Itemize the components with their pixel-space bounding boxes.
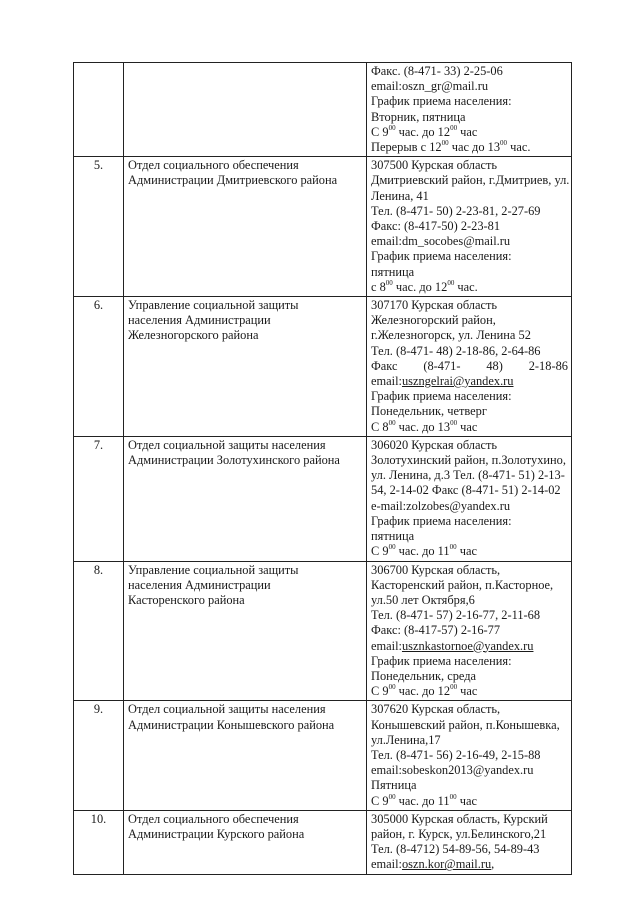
office-name-cell bbox=[124, 63, 367, 157]
contact-text: С 9 bbox=[371, 544, 389, 559]
office-row bbox=[74, 436, 572, 561]
contact-text: пятница bbox=[371, 264, 415, 279]
contact-text: Тел. (8-4712) 54-89-56, 54-89-43 bbox=[371, 842, 540, 857]
office-name-line: Отдел социального обеспечения bbox=[128, 158, 299, 173]
contact-text: Факс: (8-417-57) 2-16-77 bbox=[371, 623, 501, 638]
contact-line bbox=[371, 438, 568, 453]
contact-text: с 8 bbox=[371, 279, 386, 294]
contact-text: час. до 13 bbox=[395, 419, 451, 434]
office-name-line: населения Администрации bbox=[128, 577, 271, 592]
office-contact-cell bbox=[367, 63, 572, 157]
office-name-cell bbox=[124, 436, 367, 561]
contact-line bbox=[371, 499, 568, 514]
contact-text: район, г. Курск, ул.Белинского,21 bbox=[371, 826, 547, 841]
contact-line bbox=[371, 280, 568, 295]
contact-line bbox=[371, 189, 568, 204]
time-superscript: 00 bbox=[441, 139, 449, 148]
contact-line bbox=[371, 654, 568, 669]
contact-text: час. до 11 bbox=[395, 793, 450, 808]
contact-text: час. до 12 bbox=[395, 684, 451, 699]
email-link[interactable]: usznkastornoe@yandex.ru bbox=[401, 638, 534, 653]
contact-text: Пятница bbox=[371, 778, 417, 793]
contact-line bbox=[371, 453, 568, 468]
row-number: 7. bbox=[74, 436, 124, 561]
office-row bbox=[74, 297, 572, 437]
contact-text: ул.Ленина,17 bbox=[371, 732, 441, 747]
contact-text: Железногорский район, bbox=[371, 313, 496, 328]
contact-line bbox=[371, 79, 568, 94]
contact-line bbox=[371, 374, 568, 389]
contact-line bbox=[371, 404, 568, 419]
contact-line bbox=[371, 593, 568, 608]
office-row bbox=[74, 157, 572, 297]
contact-text: email:oszn_gr@mail.ru bbox=[371, 79, 489, 94]
office-name-line: Отдел социального обеспечения bbox=[128, 811, 299, 826]
contact-line bbox=[371, 420, 568, 435]
office-name-line: Касторенского района bbox=[128, 592, 245, 607]
office-contact-cell bbox=[367, 157, 572, 297]
contact-line bbox=[371, 298, 568, 313]
contact-text: Факс bbox=[371, 358, 398, 373]
row-number: 10. bbox=[74, 810, 124, 874]
office-name-line: Железногорского района bbox=[128, 328, 259, 343]
office-contact-cell bbox=[367, 701, 572, 810]
contact-text: час до 13 bbox=[448, 140, 501, 155]
contact-line bbox=[371, 578, 568, 593]
contact-text: Конышевский район, п.Конышевка, bbox=[371, 717, 560, 732]
contact-text: ул.50 лет Октября,6 bbox=[371, 592, 475, 607]
contact-text: 305000 Курская область, Курский bbox=[371, 811, 548, 826]
contact-text: пятница bbox=[371, 529, 415, 544]
contact-text: График приема населения: bbox=[371, 249, 512, 264]
contact-text: Факс. (8-471- 33) 2-25-06 bbox=[371, 64, 503, 78]
contact-text: Золотухинский район, п.Золотухино, bbox=[371, 453, 566, 468]
office-contact-cell bbox=[367, 810, 572, 874]
contact-text: С 9 bbox=[371, 684, 389, 699]
contact-text: 2-18-86 bbox=[528, 358, 568, 373]
contact-text: час. до 12 bbox=[395, 124, 451, 139]
contact-text: email: bbox=[371, 638, 402, 653]
office-row bbox=[74, 63, 572, 157]
time-superscript: 00 bbox=[450, 683, 458, 692]
contact-text: час. bbox=[454, 279, 478, 294]
contact-text: Дмитриевский район, г.Дмитриев, ул. bbox=[371, 173, 570, 188]
contact-line bbox=[371, 219, 568, 234]
office-contact-cell bbox=[367, 561, 572, 701]
contact-text: С 8 bbox=[371, 419, 389, 434]
contact-line bbox=[371, 684, 568, 699]
time-superscript: 00 bbox=[449, 543, 457, 552]
row-number bbox=[74, 63, 124, 157]
contact-line bbox=[371, 110, 568, 125]
contact-text: Понедельник, четверг bbox=[371, 404, 487, 419]
contact-text: 307170 Курская область bbox=[371, 298, 498, 313]
contact-line bbox=[371, 313, 568, 328]
contact-text: Понедельник, среда bbox=[371, 668, 477, 683]
contact-text: email: bbox=[371, 857, 402, 872]
office-contact-cell bbox=[367, 436, 572, 561]
contact-line bbox=[371, 483, 568, 498]
office-name-cell bbox=[124, 157, 367, 297]
contact-line bbox=[371, 827, 568, 842]
time-superscript: 00 bbox=[447, 278, 455, 287]
contact-text: График приема населения: bbox=[371, 94, 512, 109]
office-name-line: Управление социальной защиты bbox=[128, 298, 299, 313]
time-superscript: 00 bbox=[500, 139, 508, 148]
contact-text: ул. Ленина, д.3 Тел. (8-471- 51) 2-13- bbox=[371, 468, 565, 483]
contact-text: 307620 Курская область, bbox=[371, 702, 501, 717]
contact-text: час bbox=[457, 124, 478, 139]
contact-text: Вторник, пятница bbox=[371, 109, 466, 124]
contact-line bbox=[371, 623, 568, 638]
time-superscript: 00 bbox=[388, 792, 396, 801]
contact-text: e-mail:zolzobes@yandex.ru bbox=[371, 498, 511, 513]
contact-text: Тел. (8-471- 50) 2-23-81, 2-27-69 bbox=[371, 203, 541, 218]
time-superscript: 00 bbox=[450, 418, 458, 427]
contact-text: , bbox=[491, 857, 495, 872]
office-name-line: Администрации Конышевского района bbox=[128, 717, 335, 732]
time-superscript: 00 bbox=[450, 123, 458, 132]
contact-text: 306020 Курская область bbox=[371, 437, 498, 452]
row-number: 8. bbox=[74, 561, 124, 701]
office-name-line: Администрации Золотухинского района bbox=[128, 453, 340, 468]
office-row bbox=[74, 561, 572, 701]
contact-text: г.Железногорск, ул. Ленина 52 bbox=[371, 328, 531, 343]
office-name-cell bbox=[124, 561, 367, 701]
contact-text: График приема населения: bbox=[371, 513, 512, 528]
office-name-cell bbox=[124, 297, 367, 437]
contact-line bbox=[371, 718, 568, 733]
contact-text: С 9 bbox=[371, 124, 389, 139]
email-link[interactable]: uszngelrai@yandex.ru bbox=[401, 374, 514, 389]
contact-line bbox=[371, 249, 568, 264]
contact-line bbox=[371, 608, 568, 623]
contact-line bbox=[371, 748, 568, 763]
contact-text: час bbox=[457, 419, 478, 434]
contact-line bbox=[371, 842, 568, 857]
contact-text: email:sobeskon2013@yandex.ru bbox=[371, 763, 534, 778]
office-name-line: Отдел социальной защиты населения bbox=[128, 437, 326, 452]
contact-text: час bbox=[456, 544, 477, 559]
contact-line bbox=[371, 763, 568, 778]
contact-text: (8-471- bbox=[423, 358, 461, 373]
contact-line bbox=[371, 639, 568, 654]
row-number: 9. bbox=[74, 701, 124, 810]
contact-line bbox=[371, 857, 568, 872]
office-name-line: Отдел социальной защиты населения bbox=[128, 702, 326, 717]
time-superscript: 00 bbox=[388, 418, 396, 427]
contact-line bbox=[371, 328, 568, 343]
time-superscript: 00 bbox=[388, 683, 396, 692]
time-superscript: 00 bbox=[388, 543, 396, 552]
contact-text: час. bbox=[507, 140, 531, 155]
office-name-line: Администрации Курского района bbox=[128, 826, 305, 841]
contact-text: Перерыв с 12 bbox=[371, 140, 442, 155]
contact-text: График приема населения: bbox=[371, 653, 512, 668]
office-name-line: населения Администрации bbox=[128, 313, 271, 328]
contact-line bbox=[371, 173, 568, 188]
contact-text: 306700 Курская область, bbox=[371, 562, 501, 577]
contact-line bbox=[371, 140, 568, 155]
contact-text: Касторенский район, п.Касторное, bbox=[371, 577, 554, 592]
contact-line bbox=[371, 702, 568, 717]
office-row bbox=[74, 701, 572, 810]
contact-line bbox=[371, 544, 568, 559]
contact-line bbox=[371, 733, 568, 748]
email-link[interactable]: oszn.kor@mail.ru bbox=[401, 857, 492, 872]
contact-text: 307500 Курская область bbox=[371, 158, 498, 173]
contact-line bbox=[371, 468, 568, 483]
contact-text: час bbox=[456, 793, 477, 808]
row-number: 6. bbox=[74, 297, 124, 437]
contact-line bbox=[371, 794, 568, 809]
contact-text: час bbox=[457, 684, 478, 699]
office-name-line: Управление социальной защиты bbox=[128, 562, 299, 577]
time-superscript: 00 bbox=[449, 792, 457, 801]
contact-text: Ленина, 41 bbox=[371, 188, 429, 203]
contact-line bbox=[371, 94, 568, 109]
contact-line bbox=[371, 514, 568, 529]
office-name-cell bbox=[124, 701, 367, 810]
office-contact-cell bbox=[367, 297, 572, 437]
contact-line bbox=[371, 563, 568, 578]
contact-line bbox=[371, 125, 568, 140]
contact-line bbox=[371, 669, 568, 684]
contact-line bbox=[371, 359, 568, 374]
time-superscript: 00 bbox=[385, 278, 393, 287]
offices-table bbox=[73, 62, 572, 875]
contact-text: Тел. (8-471- 57) 2-16-77, 2-11-68 bbox=[371, 608, 541, 623]
time-superscript: 00 bbox=[388, 123, 396, 132]
contact-line bbox=[371, 265, 568, 280]
contact-text: 54, 2-14-02 Факс (8-471- 51) 2-14-02 bbox=[371, 483, 561, 498]
contact-text: Факс: (8-417-50) 2-23-81 bbox=[371, 219, 501, 234]
office-name-line: Администрации Дмитриевского района bbox=[128, 173, 338, 188]
office-name-cell bbox=[124, 810, 367, 874]
office-row bbox=[74, 810, 572, 874]
contact-text: График приема населения: bbox=[371, 389, 512, 404]
contact-line bbox=[371, 234, 568, 249]
contact-line bbox=[371, 812, 568, 827]
contact-text: 48) bbox=[486, 358, 503, 373]
contact-line bbox=[371, 204, 568, 219]
contact-line bbox=[371, 529, 568, 544]
contact-line bbox=[371, 389, 568, 404]
contact-line bbox=[371, 344, 568, 359]
contact-text: С 9 bbox=[371, 793, 389, 808]
contact-text: час. до 11 bbox=[395, 544, 450, 559]
contact-line bbox=[371, 158, 568, 173]
contact-text: Тел. (8-471- 56) 2-16-49, 2-15-88 bbox=[371, 747, 541, 762]
row-number: 5. bbox=[74, 157, 124, 297]
contact-text: час. до 12 bbox=[392, 279, 448, 294]
contact-line bbox=[371, 64, 568, 79]
contact-text: email:dm_socobes@mail.ru bbox=[371, 234, 511, 249]
contact-text: Тел. (8-471- 48) 2-18-86, 2-64-86 bbox=[371, 343, 541, 358]
contact-text: email: bbox=[371, 374, 402, 389]
contact-line bbox=[371, 778, 568, 793]
offices-table-body bbox=[74, 63, 572, 875]
